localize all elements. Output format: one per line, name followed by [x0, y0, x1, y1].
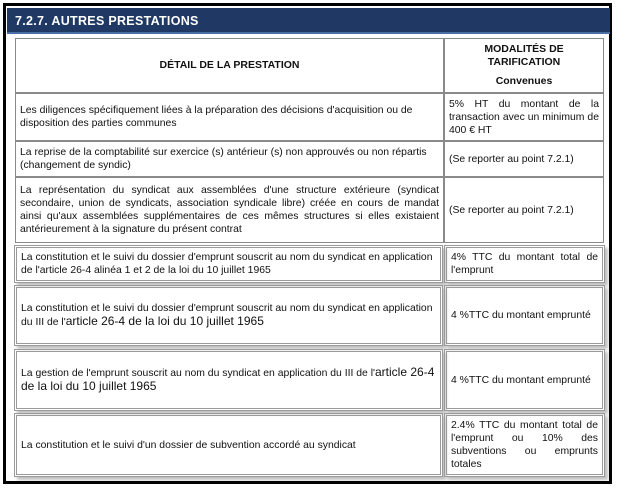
table-row-5-detail [14, 285, 443, 346]
table-row-7-tarif [444, 413, 605, 477]
row-6-tarif-text: 4 %TTC du montant emprunté [451, 374, 591, 386]
table-row-7-detail [14, 413, 443, 477]
row-5-detail-text [21, 302, 436, 329]
table-row-5-tarif [444, 285, 605, 346]
row-3-tarif-text: (Se reporter au point 7.2.1) [449, 204, 574, 216]
row-1-tarif-text: 5% HT du montant de la transaction avec un minimum de 400 € HT [449, 98, 599, 136]
table-row-2-tarif [444, 141, 604, 177]
row-7-tarif-text: 2.4% TTC du montant total de l'emprunt ou 10% des subventions ou emprunts totales [451, 420, 598, 470]
column-header-detail-text: DÉTAIL DE LA PRESTATION [159, 59, 300, 71]
row-4-detail-text: La constitution et le suivi du dossier d'emprunt souscrit au nom du syndicat en application de l'article 26-4 alinéa 1 et 2 de la loi du 10 juillet 1965 [21, 252, 433, 276]
row-5-tarif-text: 4 %TTC du montant emprunté [451, 310, 591, 321]
table-row-1-tarif [444, 93, 604, 141]
row-1-detail-text: Les diligences spécifiquement liées à la préparation des décisions d'acquisition ou de disposition des parties communes [20, 105, 413, 129]
row-6-detail-text [21, 366, 436, 394]
column-header-tarif-title: MODALITÉS DE TARIFICATION [484, 43, 564, 68]
table-row-3-detail [15, 177, 444, 243]
row-5-detail-part1: La constitution et le suivi du dossier d'emprunt souscrit au nom du syndicat en application du III de l' [21, 303, 433, 328]
row-6-detail-part1: La gestion de l'emprunt souscrit au nom du syndicat en application du III de l' [21, 368, 375, 379]
row-2-tarif-text: (Se reporter au point 7.2.1) [449, 153, 574, 165]
table-row-1-detail [15, 93, 444, 141]
table-row-6-detail [14, 349, 443, 411]
table-row-3-tarif [444, 177, 604, 243]
column-header-tarif [444, 38, 604, 93]
row-3-detail-text: La représentation du syndicat aux assemblées d'une structure extérieure (syndicat secondaire, union de syndicats, association syndicale libre) créée en cours de mandat ainsi qu'aux assemblées supplémentaires de ces mêmes structures si elles existaient antérieurement à la signature du présent contrat [20, 185, 439, 235]
row-6-detail-part2: article 26-4 de la loi du 10 juillet 1965 [21, 365, 435, 393]
row-4-tarif-text: 4% TTC du montant total de l'emprunt [451, 252, 598, 276]
table-row-4-detail [14, 245, 443, 283]
section-title: 7.2.7. AUTRES PRESTATIONS [15, 14, 199, 28]
section-header [7, 8, 610, 34]
column-header-detail [15, 38, 444, 93]
table-row-2-detail [15, 141, 444, 177]
row-5-detail-part2: article 26-4 de la loi du 10 juillet 1965 [65, 314, 264, 328]
row-7-detail-text: La constitution et le suivi d'un dossier de subvention accordé au syndicat [21, 439, 356, 451]
row-2-detail-text: La reprise de la comptabilité sur exercice (s) antérieur (s) non approuvés ou non répartis (changement de syndic) [20, 147, 427, 171]
table-row-6-tarif [444, 349, 605, 411]
column-header-tarif-subtitle: Convenues [495, 75, 553, 87]
table-row-4-tarif [444, 245, 605, 283]
